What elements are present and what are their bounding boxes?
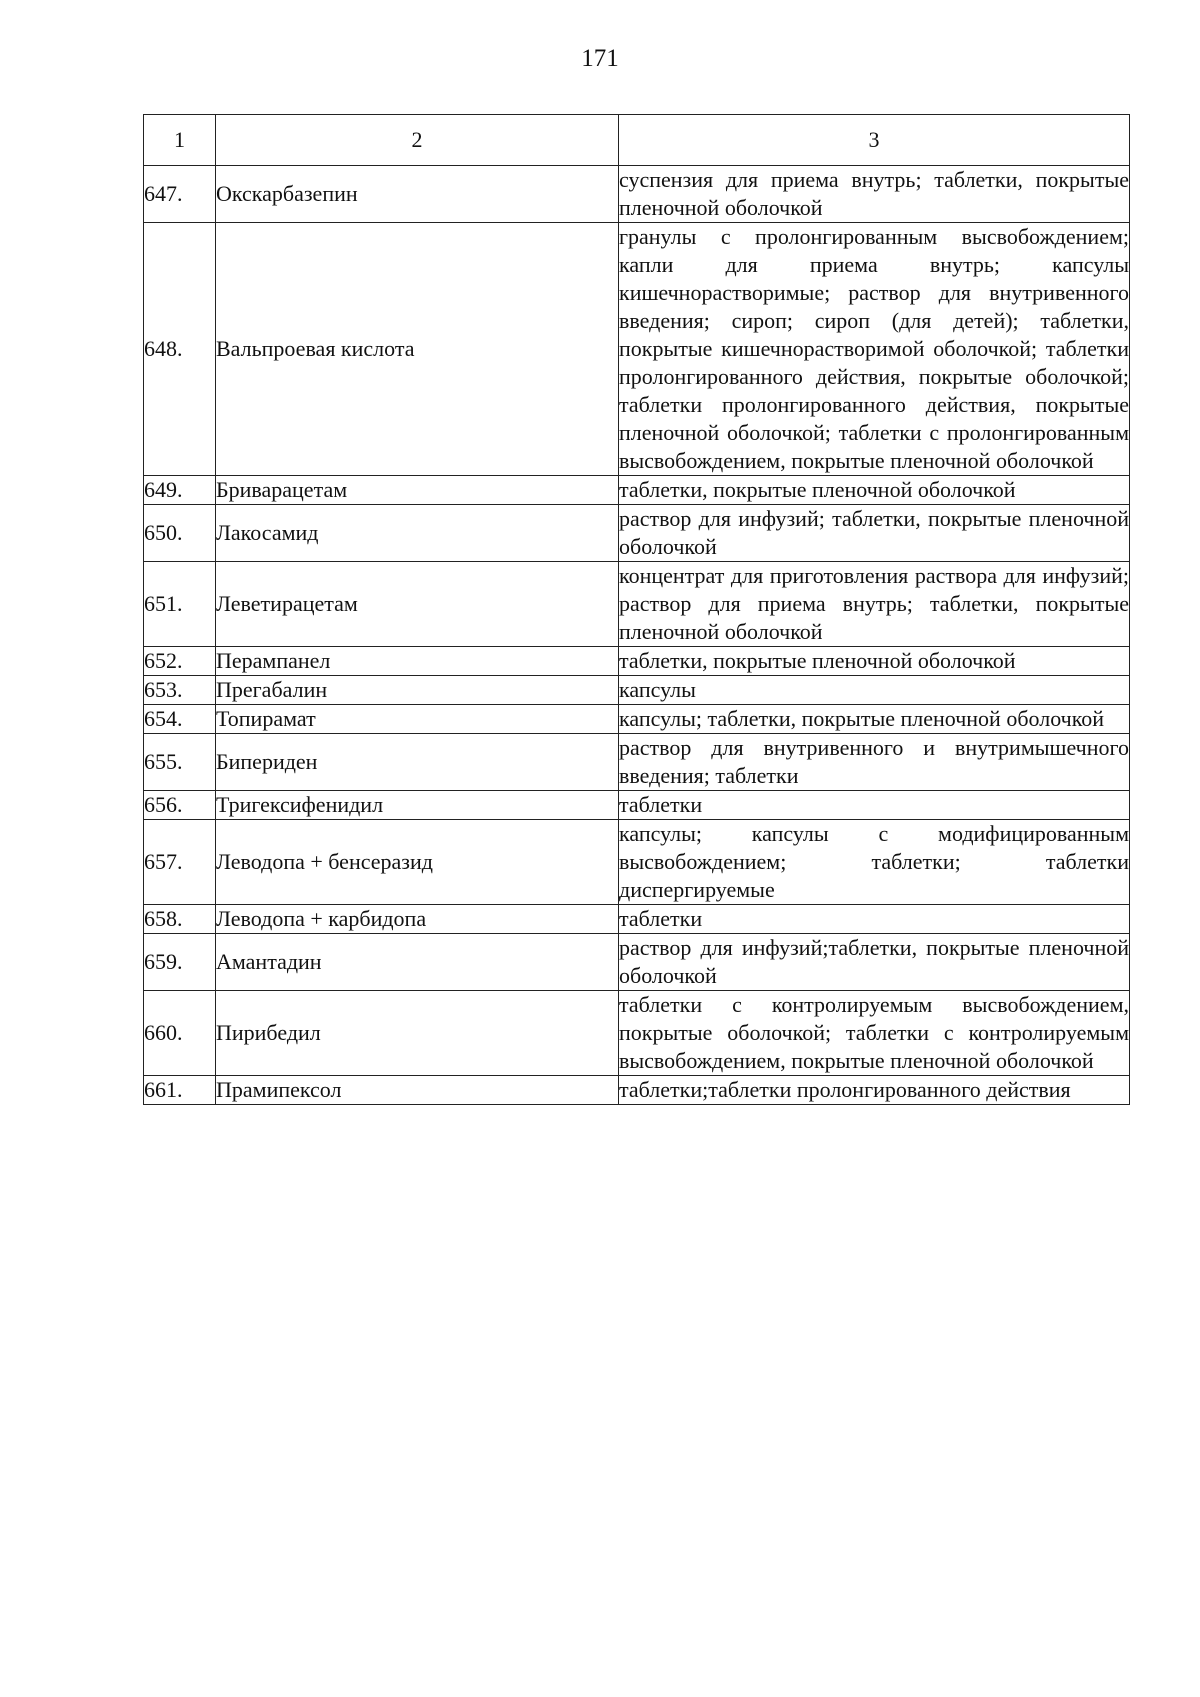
table-row [144, 505, 1130, 562]
row-number: 661. [144, 1076, 216, 1105]
row-number: 658. [144, 905, 216, 934]
dosage-form: таблетки, покрытые пленочной оболочкой [619, 476, 1130, 505]
table-row [144, 647, 1130, 676]
table-row [144, 734, 1130, 791]
drug-table [143, 114, 1130, 1105]
row-number: 654. [144, 705, 216, 734]
table-row [144, 676, 1130, 705]
dosage-form: таблетки [619, 905, 1130, 934]
drug-name: Окскарбазепин [216, 166, 619, 223]
row-number: 655. [144, 734, 216, 791]
header-col-1: 1 [144, 115, 216, 166]
drug-name: Перампанел [216, 647, 619, 676]
header-col-3: 3 [619, 115, 1130, 166]
table-row [144, 791, 1130, 820]
row-number: 652. [144, 647, 216, 676]
drug-name: Бриварацетам [216, 476, 619, 505]
row-number: 659. [144, 934, 216, 991]
table-row [144, 934, 1130, 991]
table-header-row [144, 115, 1130, 166]
table-body [144, 115, 1130, 1105]
drug-name: Пирибедил [216, 991, 619, 1076]
drug-name: Бипериден [216, 734, 619, 791]
row-number: 649. [144, 476, 216, 505]
dosage-form: таблетки с контролируемым высвобождением, покрытые оболочкой; таблетки с контролируемым высвобождением, покрытые пленочной оболочкой [619, 991, 1130, 1076]
dosage-form: капсулы [619, 676, 1130, 705]
dosage-form: таблетки, покрытые пленочной оболочкой [619, 647, 1130, 676]
table-row [144, 905, 1130, 934]
drug-name: Амантадин [216, 934, 619, 991]
drug-name: Тригексифенидил [216, 791, 619, 820]
dosage-form: концентрат для приготовления раствора для инфузий; раствор для приема внутрь; таблетки, покрытые пленочной оболочкой [619, 562, 1130, 647]
dosage-form: суспензия для приема внутрь; таблетки, покрытые пленочной оболочкой [619, 166, 1130, 223]
drug-name: Леветирацетам [216, 562, 619, 647]
dosage-form: капсулы; таблетки, покрытые пленочной оболочкой [619, 705, 1130, 734]
table-row [144, 705, 1130, 734]
dosage-form: гранулы с пролонгированным высвобождением; капли для приема внутрь; капсулы кишечнорастворимые; раствор для внутривенного введения; сироп; сироп (для детей); таблетки, покрытые кишечнорастворимой оболочкой; таблетки пролонгированного действия, покрытые оболочкой; таблетки пролонгированного действия, покрытые пленочной оболочкой; таблетки с пролонгированным высвобождением, покрытые пленочной оболочкой [619, 223, 1130, 476]
table-row [144, 166, 1130, 223]
dosage-form: раствор для инфузий; таблетки, покрытые пленочной оболочкой [619, 505, 1130, 562]
row-number: 651. [144, 562, 216, 647]
row-number: 656. [144, 791, 216, 820]
row-number: 650. [144, 505, 216, 562]
row-number: 653. [144, 676, 216, 705]
drug-name: Леводопа + карбидопа [216, 905, 619, 934]
dosage-form: таблетки [619, 791, 1130, 820]
drug-name: Прамипексол [216, 1076, 619, 1105]
header-col-2: 2 [216, 115, 619, 166]
drug-name: Вальпроевая кислота [216, 223, 619, 476]
table-row [144, 562, 1130, 647]
page-number: 171 [581, 45, 619, 72]
table-row [144, 476, 1130, 505]
dosage-form: капсулы; капсулы с модифицированным высвобождением; таблетки; таблетки диспергируемые [619, 820, 1130, 905]
row-number: 657. [144, 820, 216, 905]
row-number: 660. [144, 991, 216, 1076]
dosage-form: таблетки;таблетки пролонгированного действия [619, 1076, 1130, 1105]
table-row [144, 1076, 1130, 1105]
drug-name: Топирамат [216, 705, 619, 734]
dosage-form: раствор для внутривенного и внутримышечного введения; таблетки [619, 734, 1130, 791]
table-row [144, 991, 1130, 1076]
table-row [144, 820, 1130, 905]
drug-name: Прегабалин [216, 676, 619, 705]
drug-name: Леводопа + бенсеразид [216, 820, 619, 905]
row-number: 648. [144, 223, 216, 476]
drug-name: Лакосамид [216, 505, 619, 562]
table-row [144, 223, 1130, 476]
row-number: 647. [144, 166, 216, 223]
dosage-form: раствор для инфузий;таблетки, покрытые пленочной оболочкой [619, 934, 1130, 991]
